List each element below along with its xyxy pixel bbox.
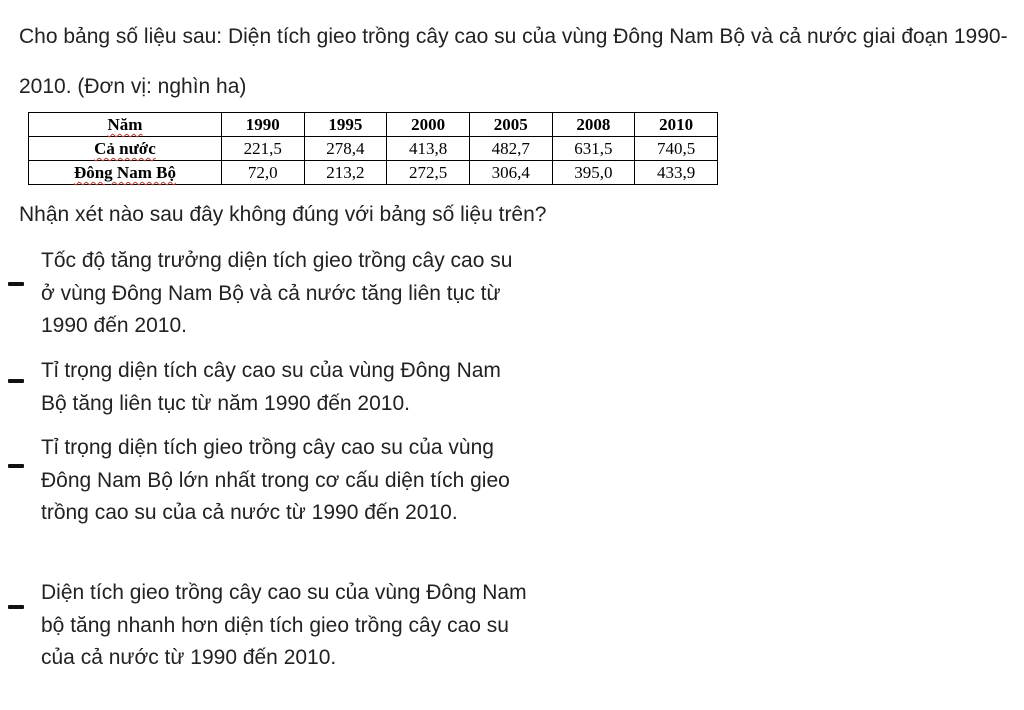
table-header-cell: 1995 bbox=[304, 113, 387, 137]
table-header-row bbox=[29, 113, 718, 137]
data-table bbox=[28, 112, 718, 185]
table-cell: 482,7 bbox=[469, 137, 552, 161]
table-header-cell: 2005 bbox=[469, 113, 552, 137]
table-cell: 433,9 bbox=[635, 161, 718, 185]
table-header-cell: 2008 bbox=[552, 113, 635, 137]
table-cell: 272,5 bbox=[387, 161, 470, 185]
table-header-cell: 2010 bbox=[635, 113, 718, 137]
table-cell: 413,8 bbox=[387, 137, 470, 161]
intro-text: Cho bảng số liệu sau: Diện tích gieo trồng cây cao su của vùng Đông Nam Bộ và cả nước giai đoạn 1990-2010. (Đơn vị: nghìn ha) bbox=[19, 25, 1008, 98]
dash-icon bbox=[8, 282, 24, 286]
table-cell: 221,5 bbox=[221, 137, 304, 161]
table-row bbox=[29, 161, 718, 185]
answer-option-text: Tỉ trọng diện tích cây cao su của vùng Đông Nam Bộ tăng liên tục từ năm 1990 đến 2010. bbox=[41, 359, 501, 415]
table-header-cell: 1990 bbox=[221, 113, 304, 137]
answer-option-text: Diện tích gieo trồng cây cao su của vùng Đông Nam bộ tăng nhanh hơn diện tích gieo trồng cây cao su của cả nước từ 1990 đến 2010. bbox=[41, 581, 527, 669]
dash-icon bbox=[8, 379, 24, 383]
table-cell: 213,2 bbox=[304, 161, 387, 185]
table-header-cell: 2000 bbox=[387, 113, 470, 137]
dash-icon bbox=[8, 464, 24, 468]
dash-icon bbox=[8, 605, 24, 609]
table-cell: 306,4 bbox=[469, 161, 552, 185]
answer-option-text: Tỉ trọng diện tích gieo trồng cây cao su của vùng Đông Nam Bộ lớn nhất trong cơ cấu diện tích gieo trồng cao su của cả nước từ 1990 đến 2010. bbox=[41, 436, 510, 524]
table-header-cell: Năm bbox=[29, 113, 222, 137]
table-cell: 631,5 bbox=[552, 137, 635, 161]
table-row bbox=[29, 137, 718, 161]
table-cell: 395,0 bbox=[552, 161, 635, 185]
table-row-label: Cả nước bbox=[29, 137, 222, 161]
table-cell: 278,4 bbox=[304, 137, 387, 161]
table-cell: 72,0 bbox=[221, 161, 304, 185]
table-cell: 740,5 bbox=[635, 137, 718, 161]
table-row-label: Đông Nam Bộ bbox=[29, 161, 222, 185]
answer-option-text: Tốc độ tăng trưởng diện tích gieo trồng cây cao su ở vùng Đông Nam Bộ và cả nước tăng liên tục từ 1990 đến 2010. bbox=[41, 249, 513, 337]
question-text: Nhận xét nào sau đây không đúng với bảng số liệu trên? bbox=[19, 203, 547, 226]
